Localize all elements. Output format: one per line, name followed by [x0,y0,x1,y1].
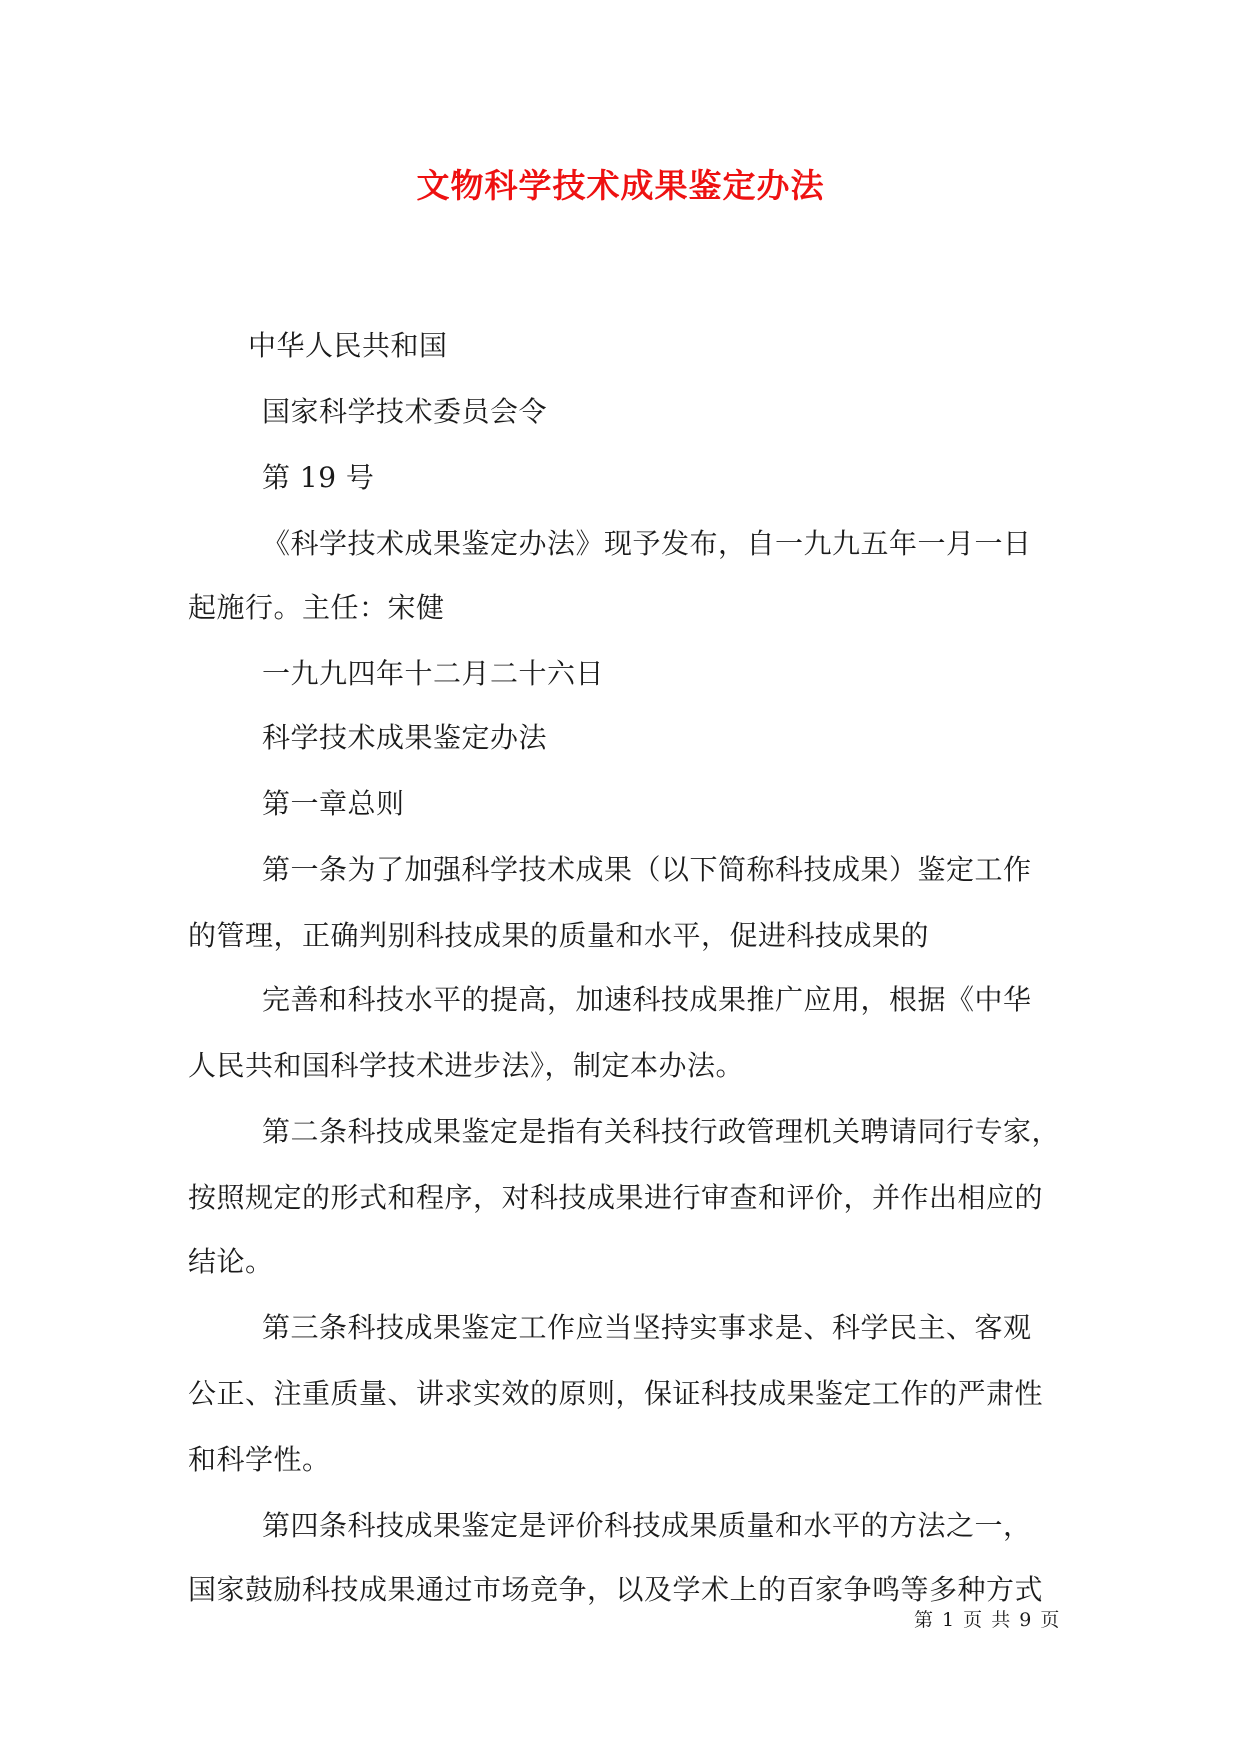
text-line: 第三条科技成果鉴定工作应当坚持实事求是、科学民主、客观 [262,1311,1032,1344]
text-line: 第 19 号 [262,461,375,494]
text-line: 第二条科技成果鉴定是指有关科技行政管理机关聘请同行专家， [262,1115,1061,1148]
text-line: 中华人民共和国 [248,329,448,362]
text-line: 第四条科技成果鉴定是评价科技成果质量和水平的方法之一， [262,1509,1032,1542]
text-line: 《科学技术成果鉴定办法》现予发布，自一九九五年一月一日 [262,527,1032,560]
text-line: 完善和科技水平的提高，加速科技成果推广应用，根据《中华 [262,983,1032,1016]
text-line: 人民共和国科学技术进步法》，制定本办法。 [188,1049,745,1082]
text-line: 国家鼓励科技成果通过市场竞争，以及学术上的百家争鸣等多种方式 [188,1573,1044,1606]
text-line: 科学技术成果鉴定办法 [262,721,548,754]
document-title: 文物科学技术成果鉴定办法 [416,166,825,205]
text-line: 和科学性。 [188,1443,331,1476]
text-line: 结论。 [188,1245,274,1278]
text-line: 公正、注重质量、讲求实效的原则，保证科技成果鉴定工作的严肃性 [188,1377,1044,1410]
page-number-footer: 第 1 页 共 9 页 [914,1609,1060,1631]
text-line: 起施行。主任：宋健 [188,591,445,624]
text-line: 一九九四年十二月二十六日 [262,657,605,690]
text-line: 的管理，正确判别科技成果的质量和水平，促进科技成果的 [188,919,930,952]
text-line: 第一章总则 [262,787,405,820]
text-line: 第一条为了加强科学技术成果（以下简称科技成果）鉴定工作 [262,853,1032,886]
text-line: 国家科学技术委员会令 [262,395,548,428]
text-line: 按照规定的形式和程序，对科技成果进行审查和评价，并作出相应的 [188,1181,1044,1214]
